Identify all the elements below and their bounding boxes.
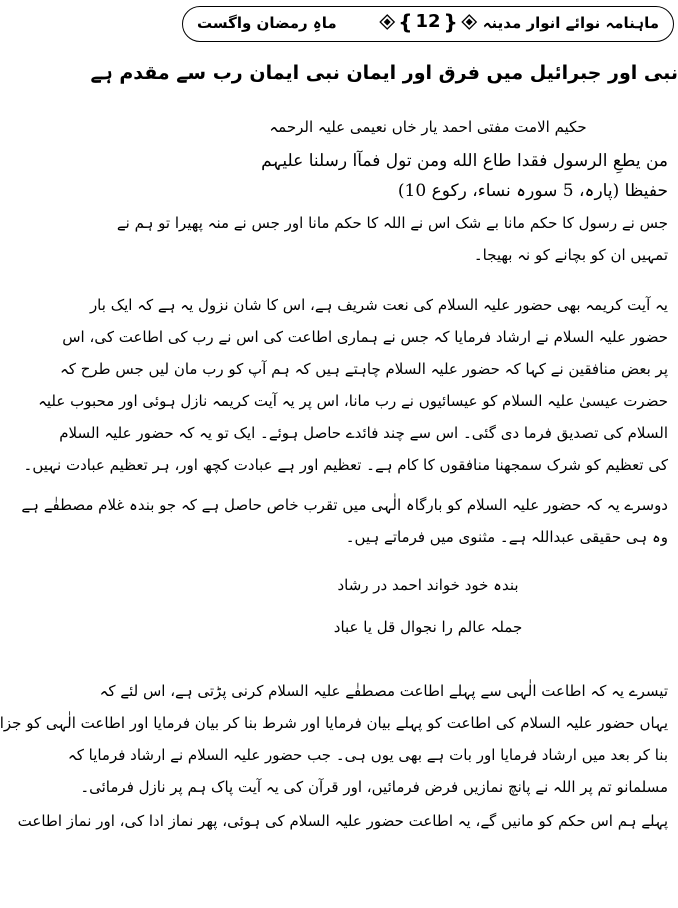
body-line: وہ ہی حقیقی عبداللہ ہے۔ مثنوی میں فرماتے ہیں۔ — [345, 528, 668, 546]
body-line: یہ آیت کریمہ بھی حضور علیہ السلام کی نعت شریف ہے، اس کا شان نزول یہ ہے کہ ایک بار — [89, 296, 668, 314]
poem-line-2: جملہ عالم را نجوال قل یا عباد — [333, 618, 523, 636]
author-line: حکیم الامت مفتی احمد یار خاں نعیمی علیہ الرحمہ — [269, 118, 587, 136]
brace-right-icon: } — [443, 9, 458, 34]
ornament-icon — [461, 14, 477, 30]
body-line: کی تعظیم کو شرک سمجھنا منافقوں کا کام ہے۔ تعظیم اور ہے عبادت کچھ اور، ہر تعظیم عبادت نہیں۔ — [23, 456, 668, 474]
body-line: یہاں حضور علیہ السلام کی اطاعت کو پہلے بیان فرمایا اور شرط بنا کر بیان فرمایا اور اطاعت الٰہی کو جزا — [0, 714, 668, 732]
page-number-badge — [379, 11, 477, 32]
body-line: تیسرے یہ کہ اطاعت الٰہی سے پہلے اطاعت مصطفٰے علیہ السلام کرنی پڑتی ہے، اس لئے کہ — [99, 682, 668, 700]
verse-line-1: من یطعِ الرسول فقدا طاع الله ومن تول فمآا رسلنا علیہم — [261, 151, 668, 171]
page-number: 12 — [415, 11, 441, 32]
poem-line-1: بندہ خود خواند احمد در رشاد — [337, 576, 519, 594]
magazine-name: ماہنامہ نوائے انوار مدینہ — [482, 14, 659, 32]
ornament-icon — [379, 14, 395, 30]
body-line: حضور علیہ السلام نے ارشاد فرمایا کہ جس نے ہماری اطاعت کی اس نے رب کی اطاعت کی، اس — [62, 328, 668, 346]
body-line: تمہیں ان کو بچانے کو نہ بھیجا۔ — [473, 246, 668, 264]
body-line: مسلمانو تم پر اللہ نے پانچ نمازیں فرض فرمائیں، اور قرآن کی یہ آیت پاک ہم پر نازل فرمائی۔ — [80, 778, 668, 796]
page-header — [182, 6, 674, 42]
body-line: پہلے ہم اس حکم کو مانیں گے، یہ اطاعت حضور علیہ السلام کی ہوئی، پھر نماز ادا کی، اور نماز اطاعت — [17, 812, 668, 830]
brace-left-icon: { — [398, 9, 413, 34]
body-line: بنا کر بعد میں ارشاد فرمایا اور بات ہے بھی یوں ہی۔ جب حضور علیہ السلام نے ارشاد فرمایا کہ — [67, 746, 668, 764]
body-line: حضرت عیسیٰ علیہ السلام کو عیسائیوں نے رب مانا، اس پر یہ آیت کریمہ نازل ہوئی اور محبوب علیہ — [38, 392, 668, 410]
body-line: دوسرے یہ کہ حضور علیہ السلام کو بارگاہ الٰہی میں تقرب خاص حاصل ہے کہ جو بندہ غلام مصطفٰے ہے — [21, 496, 668, 514]
body-line: السلام کی تصدیق فرما دی گئی۔ اس سے چند فائدے حاصل ہوئے۔ ایک تو یہ کہ حضور علیہ السلام — [59, 424, 668, 442]
issue-month: ماہِ رمضان واگست — [197, 14, 337, 32]
body-line: پر بعض منافقین نے کہا کہ حضور علیہ السلام چاہتے ہیں کہ ہم آپ کو رب مان لیں جس طرح کہ — [60, 360, 668, 378]
verse-reference: حفیظا (پارہ، 5 سورہ نساء، رکوع 10) — [397, 181, 668, 201]
body-line: جس نے رسول کا حکم مانا بے شک اس نے اللہ کا حکم مانا اور جس نے منہ پھیرا تو ہم نے — [116, 214, 668, 232]
article-title: نبی اور جبرائیل میں فرق اور ایمان نبی ایمان رب سے مقدم ہے — [90, 62, 678, 84]
